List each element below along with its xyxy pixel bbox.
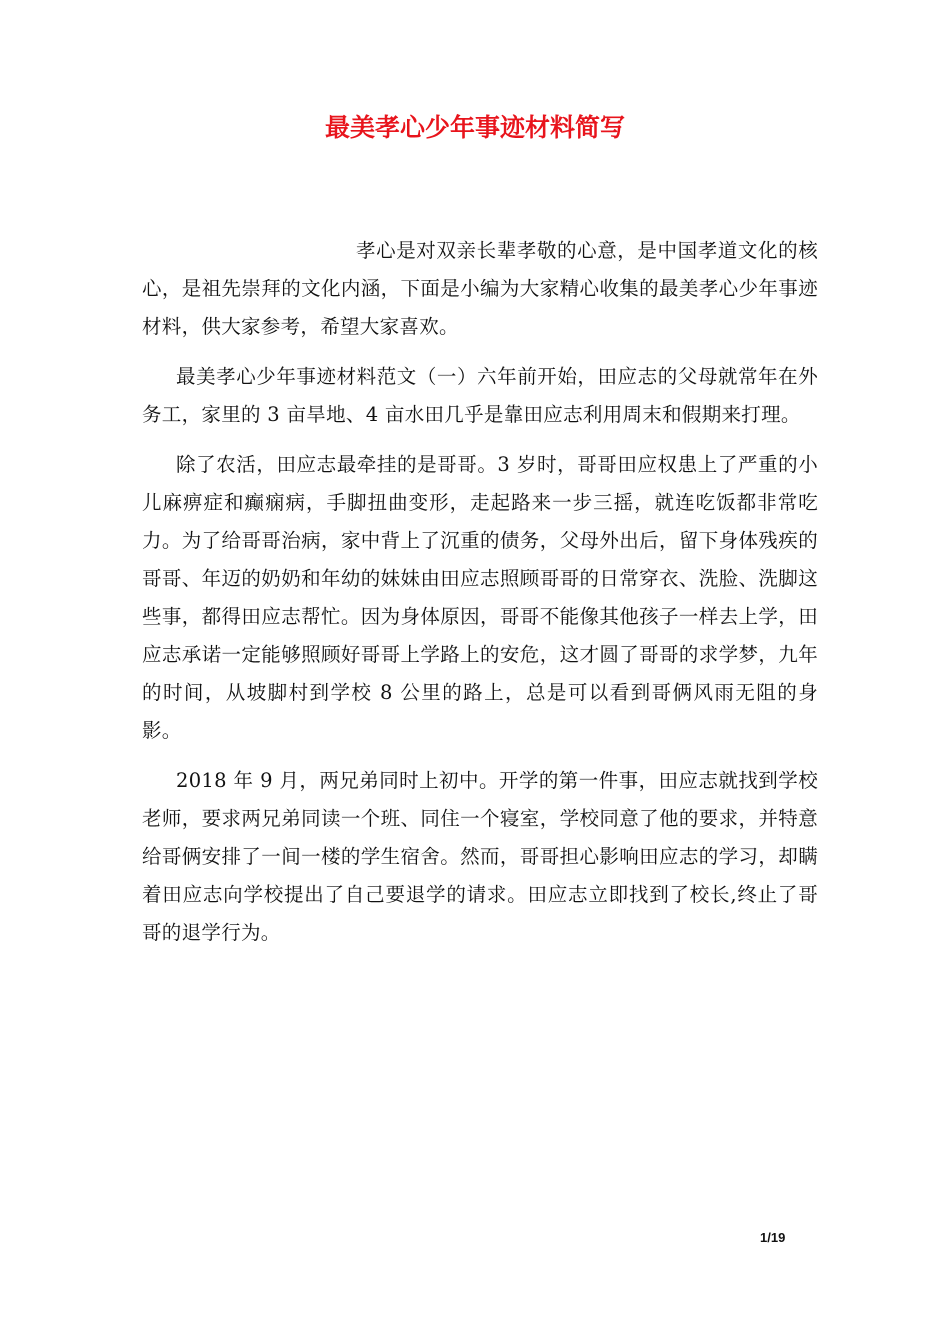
page-number: 1/19 <box>760 1230 786 1245</box>
paragraph-1: 最美孝心少年事迹材料范文（一）六年前开始，田应志的父母就常年在外务工，家里的 3 亩旱地、4 亩水田几乎是靠田应志利用周末和假期来打理。 <box>142 365 818 426</box>
paragraph-2: 除了农活，田应志最牵挂的是哥哥。3 岁时，哥哥田应权患上了严重的小儿麻痹症和癫痫病，手脚扭曲变形，走起路来一步三摇，就连吃饭都非常吃力。为了给哥哥治病，家中背上了沉重的债务，父母外出后，留下身体残疾的哥哥、年迈的奶奶和年幼的妹妹由田应志照顾哥哥的日常穿衣、洗脸、洗脚这些事，都得田应志帮忙。因为身体原因，哥哥不能像其他孩子一样去上学，田应志承诺一定能够照顾好哥哥上学路上的安危，这才圆了哥哥的求学梦，九年的时间，从坡脚村到学校 8 公里的路上，总是可以看到哥俩风雨无阻的身影。 <box>142 453 818 742</box>
paragraph-intro: 孝心是对双亲长辈孝敬的心意，是中国孝道文化的核心，是祖先崇拜的文化内涵，下面是小编为大家精心收集的最美孝心少年事迹材料，供大家参考，希望大家喜欢。 <box>142 239 818 338</box>
document-title: 最美孝心少年事迹材料简写 <box>324 113 625 142</box>
paragraph-3: 2018 年 9 月，两兄弟同时上初中。开学的第一件事，田应志就找到学校老师，要求两兄弟同读一个班、同住一个寝室，学校同意了他的要求，并特意给哥俩安排了一间一楼的学生宿舍。然而，哥哥担心影响田应志的学习，却瞒着田应志向学校提出了自己要退学的请求。田应志立即找到了校长,终止了哥哥的退学行为。 <box>142 769 818 944</box>
document-body <box>142 232 818 952</box>
